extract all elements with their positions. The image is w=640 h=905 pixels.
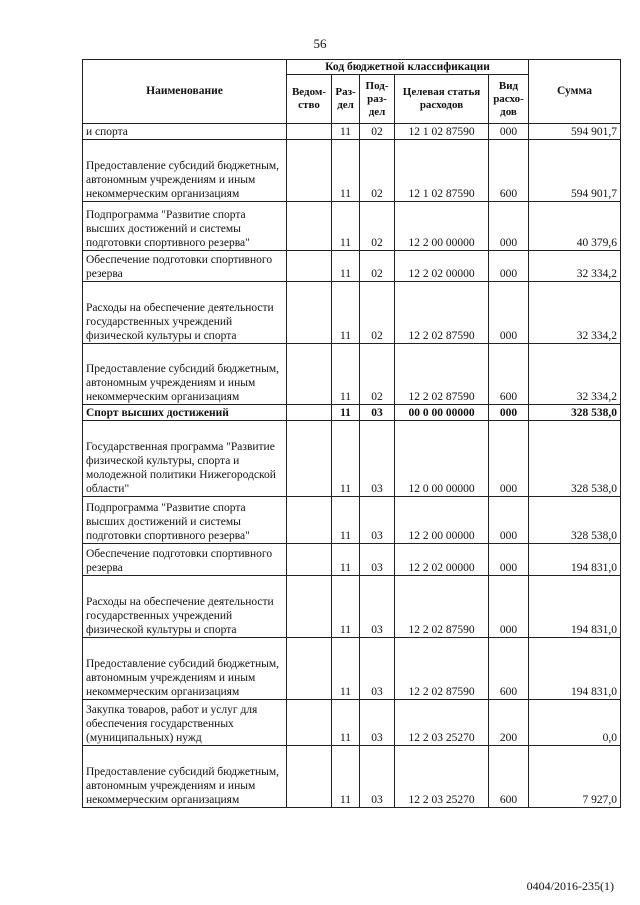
table-row	[83, 140, 621, 202]
row-razdel: 11	[332, 497, 360, 544]
row-podrazdel: 03	[360, 544, 395, 576]
table-row	[83, 421, 621, 497]
row-name: Спорт высших достижений	[83, 405, 287, 421]
row-name: Предоставление субсидий бюджетным, автономным учреждениям и иным некоммерческим организациям	[83, 746, 287, 808]
row-statya: 12 1 02 87590	[395, 140, 489, 202]
budget-classification-table	[82, 59, 621, 808]
row-razdel: 11	[332, 282, 360, 344]
row-statya: 12 2 02 87590	[395, 576, 489, 638]
row-statya: 12 2 02 87590	[395, 638, 489, 700]
row-name: Предоставление субсидий бюджетным, автономным учреждениям и иным некоммерческим организациям	[83, 638, 287, 700]
row-podrazdel: 02	[360, 282, 395, 344]
row-statya: 12 2 02 00000	[395, 251, 489, 282]
row-vedomstvo	[287, 251, 332, 282]
header-row-top	[83, 60, 621, 75]
row-vedomstvo	[287, 421, 332, 497]
row-statya: 12 1 02 87590	[395, 124, 489, 140]
header-podrazdel: Под-раз-дел	[360, 75, 395, 124]
row-vid: 600	[489, 140, 529, 202]
row-statya: 12 0 00 00000	[395, 421, 489, 497]
document-code: 0404/2016-235(1)	[526, 879, 614, 893]
row-name: Расходы на обеспечение деятельности государственных учреждений физической культуры и спорта	[83, 576, 287, 638]
table-row	[83, 576, 621, 638]
row-razdel: 11	[332, 421, 360, 497]
row-podrazdel: 03	[360, 405, 395, 421]
table-row	[83, 544, 621, 576]
row-summa: 328 538,0	[529, 405, 621, 421]
row-podrazdel: 03	[360, 576, 395, 638]
row-name: и спорта	[83, 124, 287, 140]
table-row	[83, 202, 621, 251]
row-summa: 594 901,7	[529, 140, 621, 202]
row-vedomstvo	[287, 746, 332, 808]
row-podrazdel: 03	[360, 638, 395, 700]
row-summa: 32 334,2	[529, 251, 621, 282]
row-vid: 000	[489, 576, 529, 638]
row-vid: 000	[489, 405, 529, 421]
row-name: Расходы на обеспечение деятельности государственных учреждений физической культуры и спорта	[83, 282, 287, 344]
row-statya: 12 2 00 00000	[395, 202, 489, 251]
row-summa: 194 831,0	[529, 638, 621, 700]
row-name: Закупка товаров, работ и услуг для обеспечения государственных (муниципальных) нужд	[83, 700, 287, 746]
row-vid: 600	[489, 746, 529, 808]
row-podrazdel: 03	[360, 746, 395, 808]
row-podrazdel: 03	[360, 421, 395, 497]
table-row	[83, 251, 621, 282]
header-statya: Целевая статья расходов	[395, 75, 489, 124]
row-vid: 000	[489, 544, 529, 576]
row-vid: 000	[489, 497, 529, 544]
row-vedomstvo	[287, 140, 332, 202]
row-razdel: 11	[332, 124, 360, 140]
row-vedomstvo	[287, 497, 332, 544]
row-summa: 194 831,0	[529, 544, 621, 576]
header-vedomstvo: Ведом-ство	[287, 75, 332, 124]
row-vid: 600	[489, 344, 529, 405]
row-statya: 12 2 00 00000	[395, 497, 489, 544]
row-name: Обеспечение подготовки спортивного резерва	[83, 544, 287, 576]
row-razdel: 11	[332, 405, 360, 421]
row-statya: 12 2 02 87590	[395, 282, 489, 344]
row-vedomstvo	[287, 202, 332, 251]
row-razdel: 11	[332, 344, 360, 405]
row-name: Подпрограмма "Развитие спорта высших достижений и системы подготовки спортивного резерва"	[83, 202, 287, 251]
row-statya: 12 2 02 87590	[395, 344, 489, 405]
row-vedomstvo	[287, 576, 332, 638]
row-vid: 200	[489, 700, 529, 746]
row-vedomstvo	[287, 700, 332, 746]
row-razdel: 11	[332, 202, 360, 251]
table-row	[83, 344, 621, 405]
row-vedomstvo	[287, 638, 332, 700]
header-vid: Вид расхо-дов	[489, 75, 529, 124]
row-summa: 0,0	[529, 700, 621, 746]
table-row	[83, 700, 621, 746]
row-razdel: 11	[332, 638, 360, 700]
row-razdel: 11	[332, 251, 360, 282]
row-name: Предоставление субсидий бюджетным, автономным учреждениям и иным некоммерческим организациям	[83, 344, 287, 405]
row-name: Государственная программа "Развитие физической культуры, спорта и молодежной политики Нижегородской области"	[83, 421, 287, 497]
row-summa: 7 927,0	[529, 746, 621, 808]
table-body	[83, 124, 621, 808]
row-podrazdel: 02	[360, 202, 395, 251]
row-podrazdel: 02	[360, 124, 395, 140]
row-name: Обеспечение подготовки спортивного резерва	[83, 251, 287, 282]
row-podrazdel: 03	[360, 497, 395, 544]
row-vid: 000	[489, 421, 529, 497]
row-summa: 594 901,7	[529, 124, 621, 140]
header-code-group: Код бюджетной классификации	[287, 60, 529, 75]
table-row	[83, 124, 621, 140]
row-vedomstvo	[287, 124, 332, 140]
row-vid: 000	[489, 282, 529, 344]
table-row	[83, 497, 621, 544]
row-name: Подпрограмма "Развитие спорта высших достижений и системы подготовки спортивного резерва"	[83, 497, 287, 544]
row-razdel: 11	[332, 576, 360, 638]
row-summa: 32 334,2	[529, 344, 621, 405]
row-vedomstvo	[287, 344, 332, 405]
row-summa: 32 334,2	[529, 282, 621, 344]
row-razdel: 11	[332, 700, 360, 746]
row-name: Предоставление субсидий бюджетным, автономным учреждениям и иным некоммерческим организациям	[83, 140, 287, 202]
row-vid: 000	[489, 202, 529, 251]
row-podrazdel: 02	[360, 251, 395, 282]
row-statya: 12 2 02 00000	[395, 544, 489, 576]
row-vid: 600	[489, 638, 529, 700]
row-statya: 12 2 03 25270	[395, 746, 489, 808]
row-podrazdel: 02	[360, 344, 395, 405]
row-vid: 000	[489, 251, 529, 282]
page-number: 56	[313, 36, 327, 51]
header-summa: Сумма	[529, 60, 621, 124]
row-podrazdel: 03	[360, 700, 395, 746]
row-podrazdel: 02	[360, 140, 395, 202]
header-razdel: Раз-дел	[332, 75, 360, 124]
row-vedomstvo	[287, 282, 332, 344]
header-name: Наименование	[83, 60, 287, 124]
table-row	[83, 746, 621, 808]
row-vid: 000	[489, 124, 529, 140]
row-statya: 00 0 00 00000	[395, 405, 489, 421]
row-summa: 194 831,0	[529, 576, 621, 638]
row-statya: 12 2 03 25270	[395, 700, 489, 746]
row-summa: 328 538,0	[529, 497, 621, 544]
row-vedomstvo	[287, 405, 332, 421]
table-row	[83, 638, 621, 700]
row-razdel: 11	[332, 746, 360, 808]
row-summa: 328 538,0	[529, 421, 621, 497]
table-row	[83, 282, 621, 344]
row-razdel: 11	[332, 140, 360, 202]
row-summa: 40 379,6	[529, 202, 621, 251]
row-vedomstvo	[287, 544, 332, 576]
row-razdel: 11	[332, 544, 360, 576]
table-row	[83, 405, 621, 421]
